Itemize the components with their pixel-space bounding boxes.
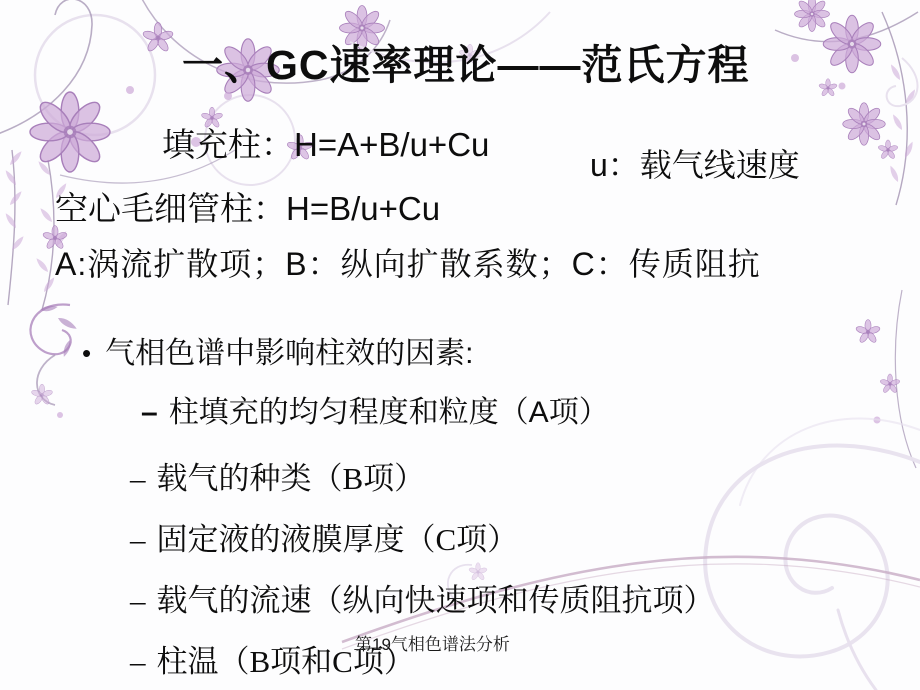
sub-bullet-carrier-gas-type: [130, 461, 425, 497]
sub-bullet-carrier-gas-flow-rate: [130, 583, 715, 619]
sub-bullet-text: 柱温（B项和C项）: [156, 644, 415, 679]
flower-icon: [142, 23, 174, 53]
dash-marker: –: [141, 396, 158, 429]
bullet-text: 气相色谱中影响柱效的因素:: [105, 337, 474, 370]
flower-icon: [818, 79, 837, 97]
swirl-bottom-right: [705, 419, 920, 690]
bullet-item-factors: [82, 337, 473, 372]
ornament-left-middle: [30, 304, 78, 418]
flower-icon: [855, 320, 880, 344]
flower-icon: [31, 384, 53, 405]
dash-marker: –: [130, 644, 146, 679]
formula-capillary-column: 空心毛细管柱：H=B/u+Cu: [55, 190, 441, 227]
bullet-marker: •: [82, 338, 92, 368]
flower-icon: [823, 15, 881, 73]
note-carrier-gas-velocity: u：载气线速度: [590, 147, 800, 183]
sub-bullet-text: 柱填充的均匀程度和粒度（A项）: [168, 396, 609, 429]
flower-icon: [878, 140, 899, 160]
sub-bullet-text: 载气的流速（纵向快速项和传质阻抗项）: [156, 583, 715, 618]
flower-icon: [30, 92, 110, 172]
flower-icon: [795, 0, 830, 32]
formula-packed-column: 填充柱：H=A+B/u+Cu: [162, 126, 490, 163]
terms-definition-line: A:涡流扩散项；B：纵向扩散系数；C：传质阻抗: [55, 246, 761, 282]
footer-page-label: 第19气相色谱法分析: [355, 635, 510, 654]
slide-title: 一、GC速率理论——范氏方程: [182, 42, 750, 88]
floral-right-edge: [855, 290, 916, 468]
sub-bullet-liquid-film-thickness: [130, 522, 518, 558]
dash-marker: –: [130, 583, 146, 618]
sub-bullet-packing-uniformity: [141, 396, 609, 431]
sub-bullet-text: 固定液的液膜厚度（C项）: [156, 522, 519, 557]
sub-bullet-text: 载气的种类（B项）: [156, 461, 426, 496]
flower-icon: [843, 103, 886, 146]
dash-marker: –: [130, 522, 146, 557]
dash-marker: –: [130, 461, 146, 496]
